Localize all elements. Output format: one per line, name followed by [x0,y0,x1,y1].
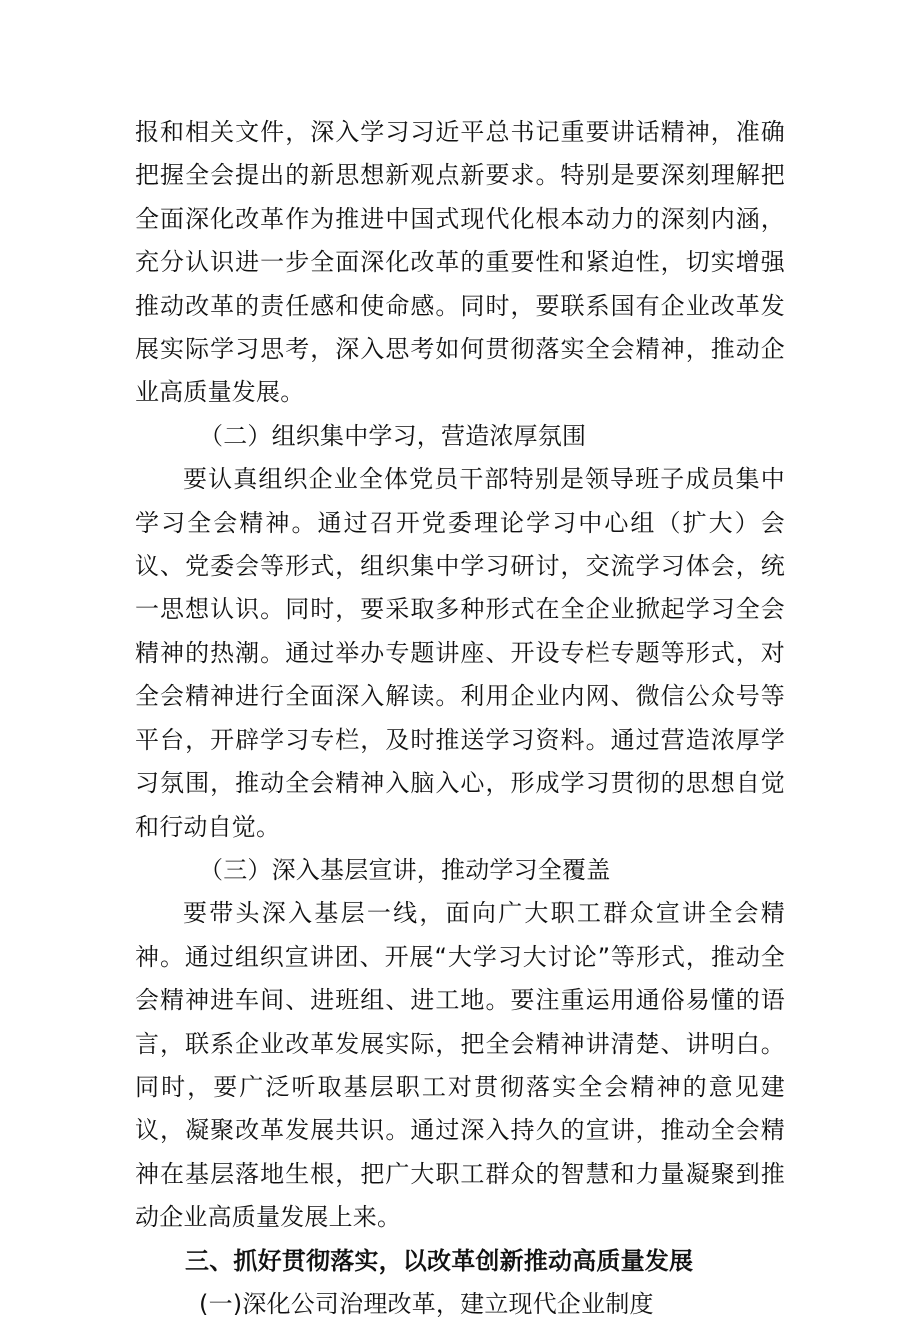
document-body [135,111,785,1326]
subheading-2: （二）组织集中学习，营造浓厚氛围 [199,421,587,450]
paragraph-3: 要带头深入基层一线，面向广大职工群众宣讲全会精神。通过组织宣讲团、开展“大学习大讨论”等形式，推动全会精神进车间、进班组、进工地。要注重运用通俗易懂的语言，联系企业改革发展实际，把全会精神讲清楚、讲明白。同时，要广泛听取基层职工对贯彻落实全会精神的意见建议，凝聚改革发展共识。通过深入持久的宣讲，推动全会精神在基层落地生根，把广大职工群众的智慧和力量凝聚到推动企业高质量发展上来。 [135,899,785,1232]
paragraph-continued: 报和相关文件，深入学习习近平总书记重要讲话精神，准确把握全会提出的新思想新观点新要求。特别是要深刻理解把全面深化改革作为推进中国式现代化根本动力的深刻内涵，充分认识进一步全面深化改革的重要性和紧迫性，切实增强推动改革的责任感和使命感。同时，要联系国有企业改革发展实际学习思考，深入思考如何贯彻落实全会精神，推动企业高质量发展。 [135,118,785,407]
paragraph-2: 要认真组织企业全体党员干部特别是领导班子成员集中学习全会精神。通过召开党委理论学习中心组（扩大）会议、党委会等形式，组织集中学习研讨，交流学习体会，统一思想认识。同时，要采取多种形式在全企业掀起学习全会精神的热潮。通过举办专题讲座、开设专栏专题等形式，对全会精神进行全面深入解读。利用企业内网、微信公众号等平台，开辟学习专栏，及时推送学习资料。通过营造浓厚学习氛围，推动全会精神入脑入心，形成学习贯彻的思想自觉和行动自觉。 [135,465,785,841]
subheading-3: （三）深入基层宣讲，推动学习全覆盖 [199,855,611,884]
subheading-3-1: (一)深化公司治理改革，建立现代企业制度 [199,1289,654,1318]
section-heading-3: 三、抓好贯彻落实，以改革创新推动高质量发展 [185,1246,694,1275]
